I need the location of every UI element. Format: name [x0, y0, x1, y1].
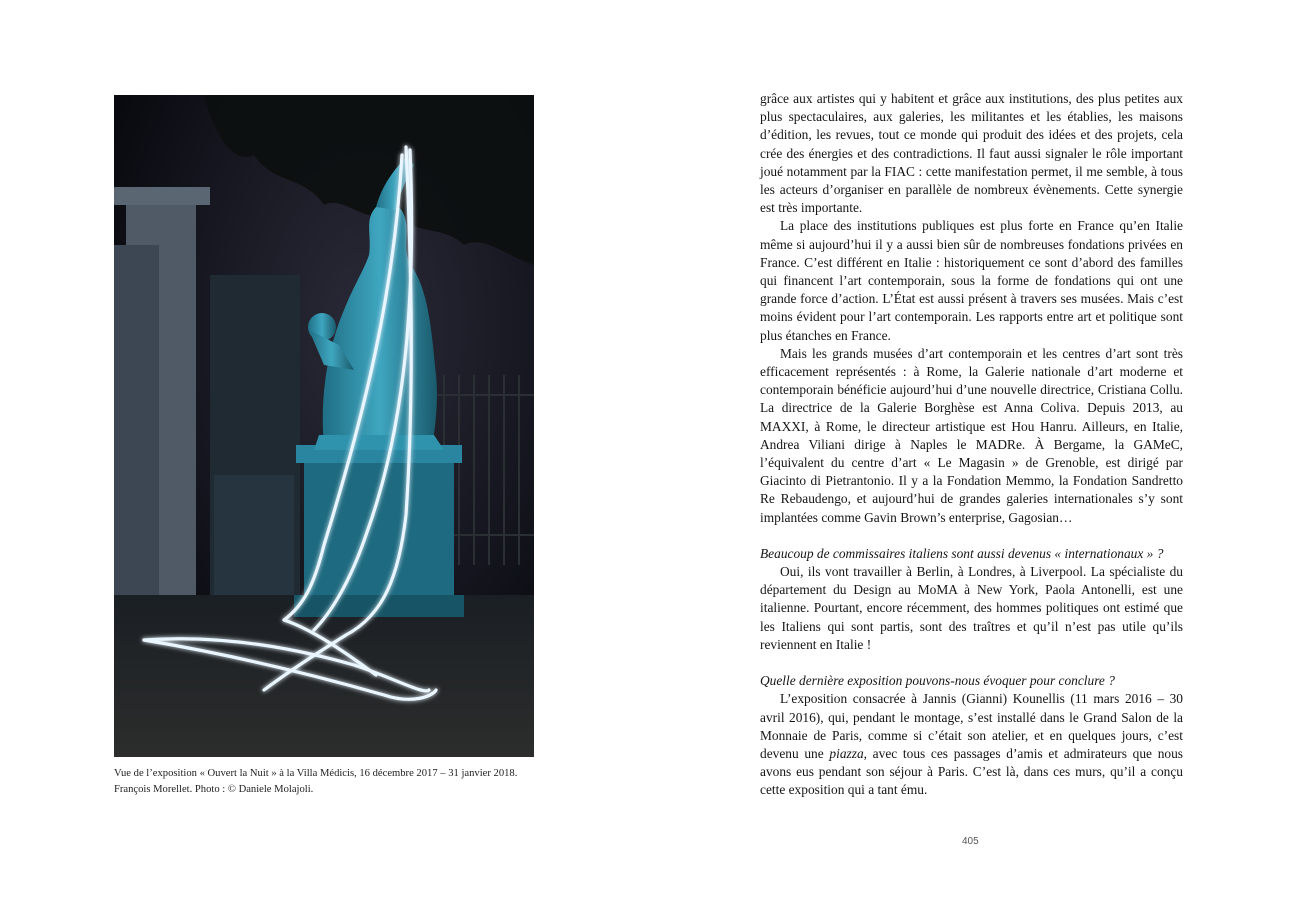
- interview-question: Beaucoup de commissaires italiens sont aussi devenus « internationaux » ?: [760, 545, 1164, 561]
- page-number: 405: [962, 836, 979, 847]
- paragraph-institutions: La place des institutions publiques est plus forte en France qu’en Italie même si aujourd’hui il y a aussi bien sûr de nombreuses fondations privées en France. C’est différent en Italie : historiquement ce sont d’abord des familles qui financent l’art contemporain, sous la forme de fondations qui ont une grande force d’action. L’État est aussi présent à travers ses musées. Mais c’est moins évident pour l’art contemporain. Les rapports entre art et politique sont plus étanches en France.: [760, 218, 1183, 343]
- exhibition-photo: [114, 95, 534, 757]
- paragraph-text: , avec tous ces passages d’amis et admirateurs que nous avons eus pendant son séjour à Paris. C’est là, dans ces murs, qu’il a conçu cette exposition qui a tant ému.: [760, 745, 1183, 798]
- paragraph-text: L’exposition consacrée à Jannis (Gianni) Kounellis (11 mars 2016 – 30 avril 2016), qui, pendant le montage, s’est installé dans le Grand Salon de la Monnaie de Paris, comme si c’était son atelier, et en quelques jours, c’est devenu une: [760, 691, 1183, 761]
- paragraph-intro: grâce aux artistes qui y habitent et grâce aux institutions, des plus petites aux plus spectaculaires, aux galeries, les militantes et les établies, les maisons d’édition, les revues, tout ce monde qui produit des idées et des projets, cela crée des énergies et des contradictions. Il faut aussi signaler le rôle important joué notamment par la FIAC : cette manifestation permet, il me semble, à tous les acteurs d’organiser en parallèle de nombreux évènements. Cette synergie est très importante.: [760, 91, 1183, 216]
- article-body: [760, 90, 1183, 800]
- paragraph-curators: Oui, ils vont travailler à Berlin, à Londres, à Liverpool. La spécialiste du département du Design au MoMA à New York, Paola Antonelli, est une italienne. Pourtant, encore récemment, des hommes politiques ont estimé que les Italiens qui sont partis, sont des traîtres et qu’il n’est pas utile qu’ils reviennent en Italie !: [760, 564, 1183, 652]
- paragraph-kounellis: [760, 690, 1183, 799]
- emphasis-word: piazza: [829, 745, 864, 761]
- pedestal: [304, 450, 454, 600]
- photo-caption: Vue de l’exposition « Ouvert la Nuit » à la Villa Médicis, 16 décembre 2017 – 31 janvier 2018. François Morellet. Photo : © Daniele Molajoli.: [114, 768, 518, 795]
- interview-question: Quelle dernière exposition pouvons-nous évoquer pour conclure ?: [760, 673, 1115, 689]
- neon-statue-illustration: [114, 95, 534, 757]
- paragraph-museums: Mais les grands musées d’art contemporain et les centres d’art sont très efficacement représentés : à Rome, la Galerie nationale d’art moderne et contemporain bénéficie aujourd’hui d’une nouvelle directrice, Cristiana Collu. La directrice de la Galerie Borghèse est Anna Coliva. Depuis 2013, au MAXXI, à Rome, le directeur artistique est Hou Hanru. Ailleurs, en Italie, Andrea Viliani dirige à Naples le MADRe. À Bergame, la GAMeC, l’équivalent du centre d’art « Le Magasin » de Grenoble, est dirigé par Giacinto di Pietrantonio. Il y a la Fondation Memmo, la Fondation Sandretto Re Rebaudengo, et aujourd’hui de grandes galeries internationales s’y sont implantées comme Gavin Brown’s enterprise, Gagosian…: [760, 345, 1183, 525]
